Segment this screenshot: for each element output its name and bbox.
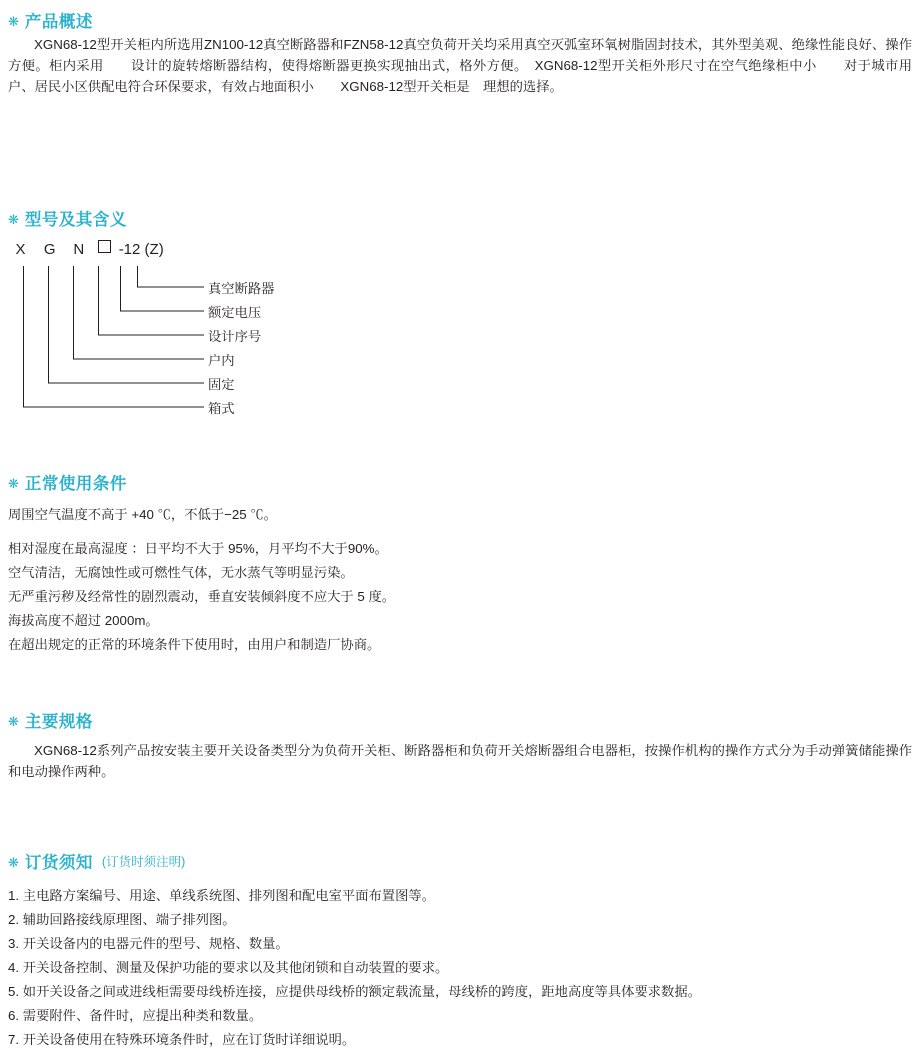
order-item: 2. 辅助回路接线原理图、端子排列图。: [8, 912, 236, 927]
section-title-model: 型号及其含义: [24, 211, 127, 229]
order-item: 6. 需要附件、备件时，应提出种类和数量。: [8, 1008, 263, 1023]
section-header-conditions: [8, 470, 912, 494]
section-header-model: [8, 206, 912, 230]
order-item: 3. 开关设备内的电器元件的型号、规格、数量。: [8, 936, 289, 951]
order-item: 1. 主电路方案编号、用途、单线系统图、排列图和配电室平面布置图等。: [8, 888, 435, 903]
order-item: 7. 开关设备使用在特殊环境条件时，应在订货时详细说明。: [8, 1032, 356, 1047]
conditions-list: [8, 503, 912, 657]
conditions-line: 在超出规定的正常的环境条件下使用时，由用户和制造厂协商。: [8, 637, 381, 652]
order-item: 4. 开关设备控制、测量及保护功能的要求以及其他闭锁和自动装置的要求。: [8, 960, 449, 975]
overview-paragraph: XGN68-12型开关柜内所选用ZN100-12真空断路器和FZN58-12真空负荷开关均采用真空灭弧室环氧树脂固封技术，其外型美观、绝缘性能良好、操作方便。柜内采用 设计的旋转熔断器结构，使得熔断器更换实现抽出式，格外方便。 XGN68-12型开关柜外形尺寸在空气绝缘柜中小 对于城市用户、居民小区供配电符合环保要求，有效占地面积小 XGN68-12型开关柜是 理想的选择。: [8, 37, 912, 94]
model-code-letter-1: X: [15, 241, 26, 258]
model-label-4: 户内: [208, 353, 235, 368]
section-title-conditions: 正常使用条件: [24, 475, 127, 493]
model-label-3: 设计序号: [208, 329, 262, 344]
model-label-1: 真空断路器: [208, 281, 275, 296]
section-title-order: 订货须知: [24, 854, 93, 872]
flower-bullet-icon: ❋: [8, 13, 19, 29]
section-header-overview: [8, 8, 912, 32]
flower-bullet-icon: ❋: [8, 854, 19, 870]
conditions-line: 空气清洁，无腐蚀性或可燃性气体，无水蒸气等明显污染。: [8, 565, 354, 580]
section-header-specs: [8, 708, 912, 732]
specs-paragraph: XGN68-12系列产品按安装主要开关设备类型分为负荷开关柜、断路器柜和负荷开关熔断器组合电器柜，按操作机构的操作方式分为手动弹簧储能操作和电动操作两种。: [8, 743, 912, 779]
model-label-5: 固定: [208, 377, 235, 392]
model-code-letter-2: G: [43, 241, 56, 258]
model-code-suffix: -12 (Z): [118, 241, 164, 258]
model-code-diagram: [8, 240, 508, 430]
section-title-overview: 产品概述: [24, 13, 93, 31]
section-header-order: [8, 849, 912, 873]
model-code-letter-3: N: [73, 241, 85, 258]
flower-bullet-icon: ❋: [8, 475, 19, 491]
conditions-line: 相对湿度在最高湿度 ：日平均不大于 95%，月平均不大于90%。: [8, 541, 388, 556]
model-label-6: 箱式: [208, 401, 235, 416]
conditions-line: 无严重污秽及经常性的剧烈震动，垂直安装倾斜度不应大于 5 度。: [8, 589, 396, 604]
flower-bullet-icon: ❋: [8, 713, 19, 729]
conditions-line: 海拔高度不超过 2000m。: [8, 613, 159, 628]
flower-bullet-icon: ❋: [8, 211, 19, 227]
section-title-specs: 主要规格: [24, 713, 93, 731]
order-item: 5. 如开关设备之间或进线柜需要母线桥连接，应提供母线桥的额定载流量，母线桥的跨度，距地高度等具体要求数据。: [8, 984, 701, 999]
order-notice-list: [8, 884, 912, 1052]
section-subtitle-order: (订货时须注明): [101, 855, 186, 869]
conditions-line: 周围空气温度不高于 +40 ℃，不低于−25 ℃。: [8, 507, 277, 522]
model-label-2: 额定电压: [208, 305, 262, 320]
